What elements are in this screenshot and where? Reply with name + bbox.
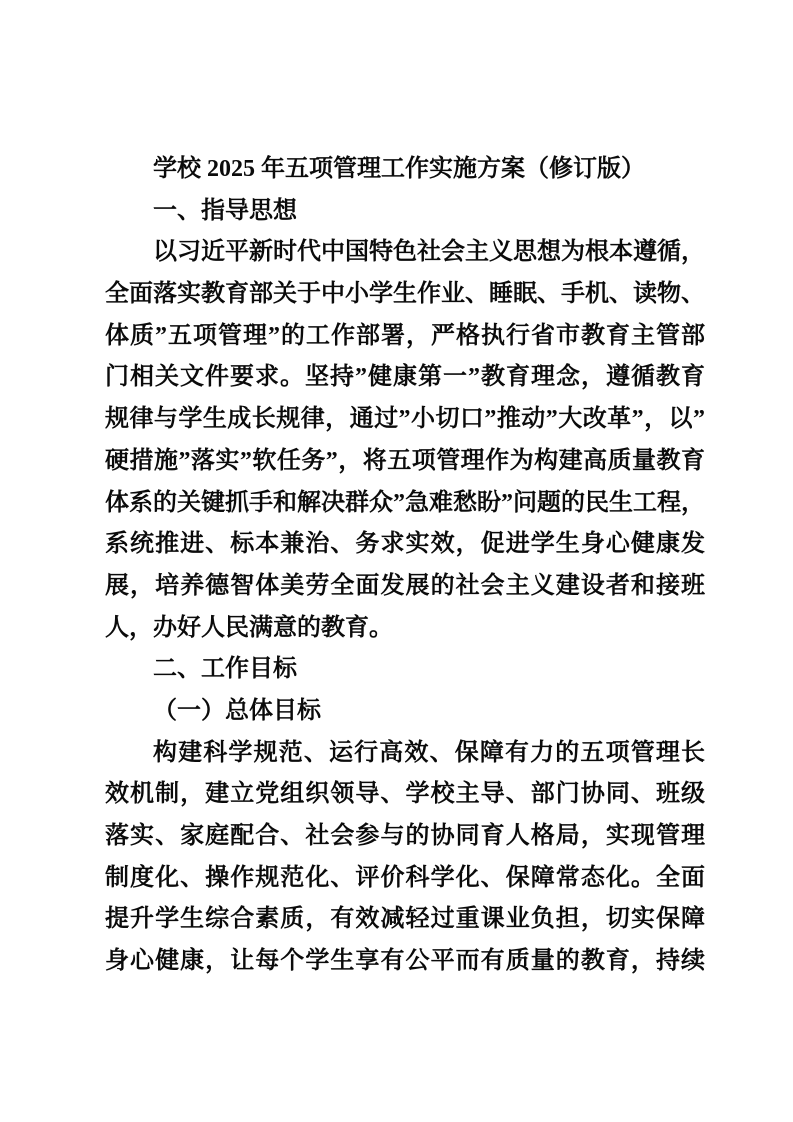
text-line: 系统推进、标本兼治、务求实效，促进学生身心健康发 [105,531,705,558]
document-text-block [105,149,705,983]
text-line: 全面落实教育部关于中小学生作业、睡眠、手机、读物、 [105,281,705,308]
text-line: 身心健康，让每个学生享有公平而有质量的教育，持续 [105,948,705,975]
section-heading-1: 一、指导思想 [153,197,297,224]
section-heading-2: 二、工作目标 [153,656,297,683]
text-line: 人，办好人民满意的教育。 [105,614,393,641]
text-line: 规律与学生成长规律，通过”小切口”推动”大改革”，以” [105,406,705,433]
text-line: 体质”五项管理”的工作部署，严格执行省市教育主管部 [105,322,705,349]
text-line: 构建科学规范、运行高效、保障有力的五项管理长 [153,739,705,766]
text-line: 落实、家庭配合、社会参与的协同育人格局，实现管理 [105,823,705,849]
text-line: 展，培养德智体美劳全面发展的社会主义建设者和接班 [105,572,705,599]
text-line: 门相关文件要求。坚持”健康第一”教育理念，遵循教育 [105,364,705,391]
document-title: 学校 2025 年五项管理工作实施方案（修订版） [153,156,645,182]
text-line: 效机制，建立党组织领导、学校主导、部门协同、班级 [105,781,705,808]
text-line: 体系的关键抓手和解决群众”急难愁盼”问题的民生工程， [105,489,705,516]
text-line: 提升学生综合素质，有效减轻过重课业负担，切实保障 [105,906,705,933]
text-line: 以习近平新时代中国特色社会主义思想为根本遵循， [153,239,705,266]
text-line: 硬措施”落实”软任务”，将五项管理作为构建高质量教育 [105,447,705,474]
subsection-heading: （一）总体目标 [153,697,321,724]
text-line: 制度化、操作规范化、评价科学化、保障常态化。全面 [105,864,705,891]
